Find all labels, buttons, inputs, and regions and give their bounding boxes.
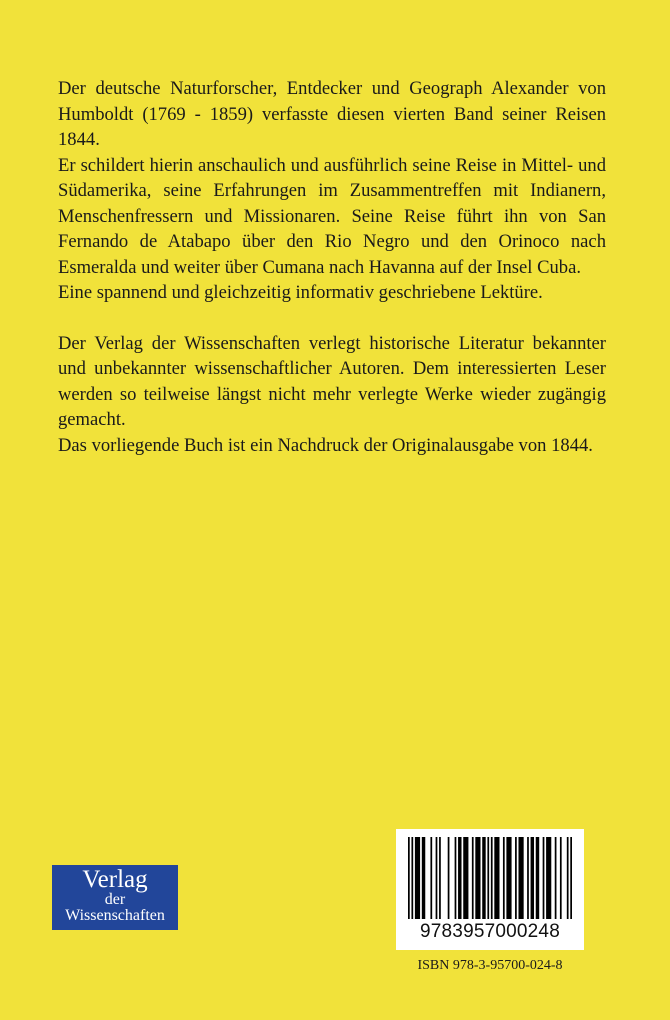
barcode-bar (570, 837, 572, 919)
barcode-bar (515, 837, 517, 919)
isbn-number: ISBN 978-3-95700-024-8 (417, 958, 563, 973)
barcode-bar (543, 837, 545, 919)
barcode-bar (458, 837, 461, 919)
publisher-logo (52, 865, 178, 930)
publisher-logo-line-1: Verlag (82, 866, 148, 893)
barcode-bar (491, 837, 493, 919)
barcode-bar (536, 837, 539, 919)
barcode-bar (560, 837, 562, 919)
blurb-sentence: Eine spannend und gleichzeitig informativ geschriebene Lektüre. (58, 282, 543, 303)
reprint-note: Das vorliegende Buch ist ein Nachdruck der Originalausgabe von 1844. (58, 434, 593, 456)
barcode-bar (503, 837, 505, 919)
barcode-bar (555, 837, 557, 919)
barcode-bar (546, 837, 551, 919)
barcode-bar (436, 837, 438, 919)
blurb-sentence: Der deutsche Naturforscher, Entdecker und Geograph Alexander von Humboldt (1769 - 1859) verfasste diesen vierten Band seiner Reisen 1844. (58, 78, 606, 150)
barcode-bar (439, 837, 441, 919)
barcode-bar (408, 837, 410, 919)
barcode-bar (527, 837, 529, 919)
barcode-bar (518, 837, 523, 919)
back-cover-blurb (58, 76, 606, 458)
barcode-digits: 9783957000248 (420, 921, 560, 942)
barcode-bar (567, 837, 569, 919)
publisher-logo-line-2: der (104, 891, 126, 908)
publisher-description: Der Verlag der Wissenschaften verlegt historische Literatur bekannter und unbekannter wissenschaftlicher Autoren. Dem interessierten Leser werden so teilweise längst nicht mehr verlegte Werke wieder zugängig gemacht. (58, 332, 606, 430)
blurb-sentence: Er schildert hierin anschaulich und ausführlich seine Reise in Mittel- und Südamerika, seine Erfahrungen im Zusammentreffen mit Indianern, Menschenfressern und Missionaren. Seine Reise führt ihn von San Fernando de Atabapo über den Rio Negro und den Orinoco nach Esmeralda und weiter über Cumana nach Havanna auf der Insel Cuba. (58, 154, 606, 278)
barcode-bar (472, 837, 474, 919)
barcode-bar (411, 837, 413, 919)
barcode-bar (506, 837, 511, 919)
barcode-bar (463, 837, 468, 919)
barcode-bar (482, 837, 485, 919)
barcode-bar (475, 837, 480, 919)
publisher-logo-line-3: Wissenschaften (65, 907, 165, 924)
barcode-bar (415, 837, 420, 919)
barcode-bar (430, 837, 432, 919)
barcode-bar (455, 837, 457, 919)
barcode-bar (531, 837, 534, 919)
barcode-bar (448, 837, 450, 919)
barcode-bars (408, 837, 572, 919)
barcode-bar (487, 837, 489, 919)
barcode-bar (494, 837, 499, 919)
barcode-bar (422, 837, 425, 919)
barcode-label (396, 829, 584, 950)
